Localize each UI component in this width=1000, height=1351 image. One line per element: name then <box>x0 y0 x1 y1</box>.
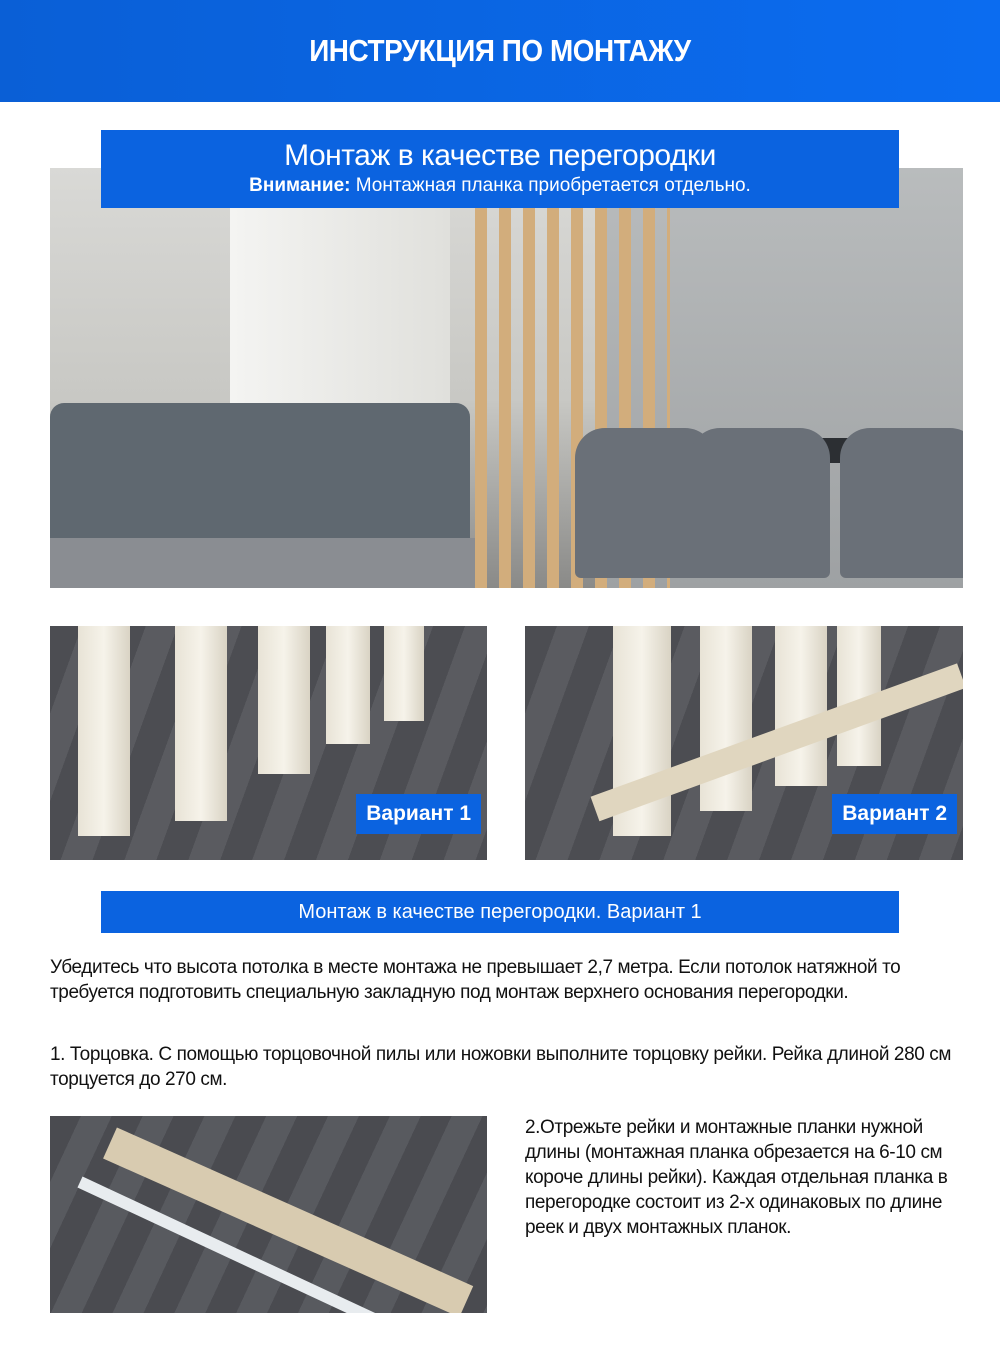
page-title: ИНСТРУКЦИЯ ПО МОНТАЖУ <box>309 33 691 68</box>
mounting-rail-photo <box>50 1116 487 1313</box>
section-title: Монтаж в качестве перегородки <box>284 139 716 172</box>
note-label: Внимание: <box>249 175 351 196</box>
note-text: Монтажная планка приобретается отдельно. <box>350 175 751 196</box>
variant-1-photo <box>50 626 487 860</box>
section-note <box>101 175 899 197</box>
section-banner <box>101 130 899 208</box>
intro-text: Убедитесь что высота потолка в месте монтажа не превышает 2,7 метра. Если потолок натяжной то требуется подготовить специальную закладную под монтаж верхнего основания перегородки. <box>50 957 901 1003</box>
header-banner <box>0 0 1000 102</box>
variant-label: Вариант 1 <box>356 794 481 834</box>
room-partition-photo <box>50 168 963 588</box>
variant-label: Вариант 2 <box>832 794 957 834</box>
step-2-text: 2.Отрежьте рейки и монтажные планки нужной длины (монтажная планка обрезается на 6-10 см короче длины рейки). Каждая отдельная планка в перегородке состоит из 2-х одинаковых по длине реек и двух монтажных планок. <box>525 1117 948 1238</box>
step-1-text: 1. Торцовка. С помощью торцовочной пилы или ножовки выполните торцовку рейки. Рейка длиной 280 см торцуется до 270 см. <box>50 1044 952 1090</box>
variant-2-photo <box>525 626 963 860</box>
section-banner: Монтаж в качестве перегородки. Вариант 1 <box>101 891 899 933</box>
